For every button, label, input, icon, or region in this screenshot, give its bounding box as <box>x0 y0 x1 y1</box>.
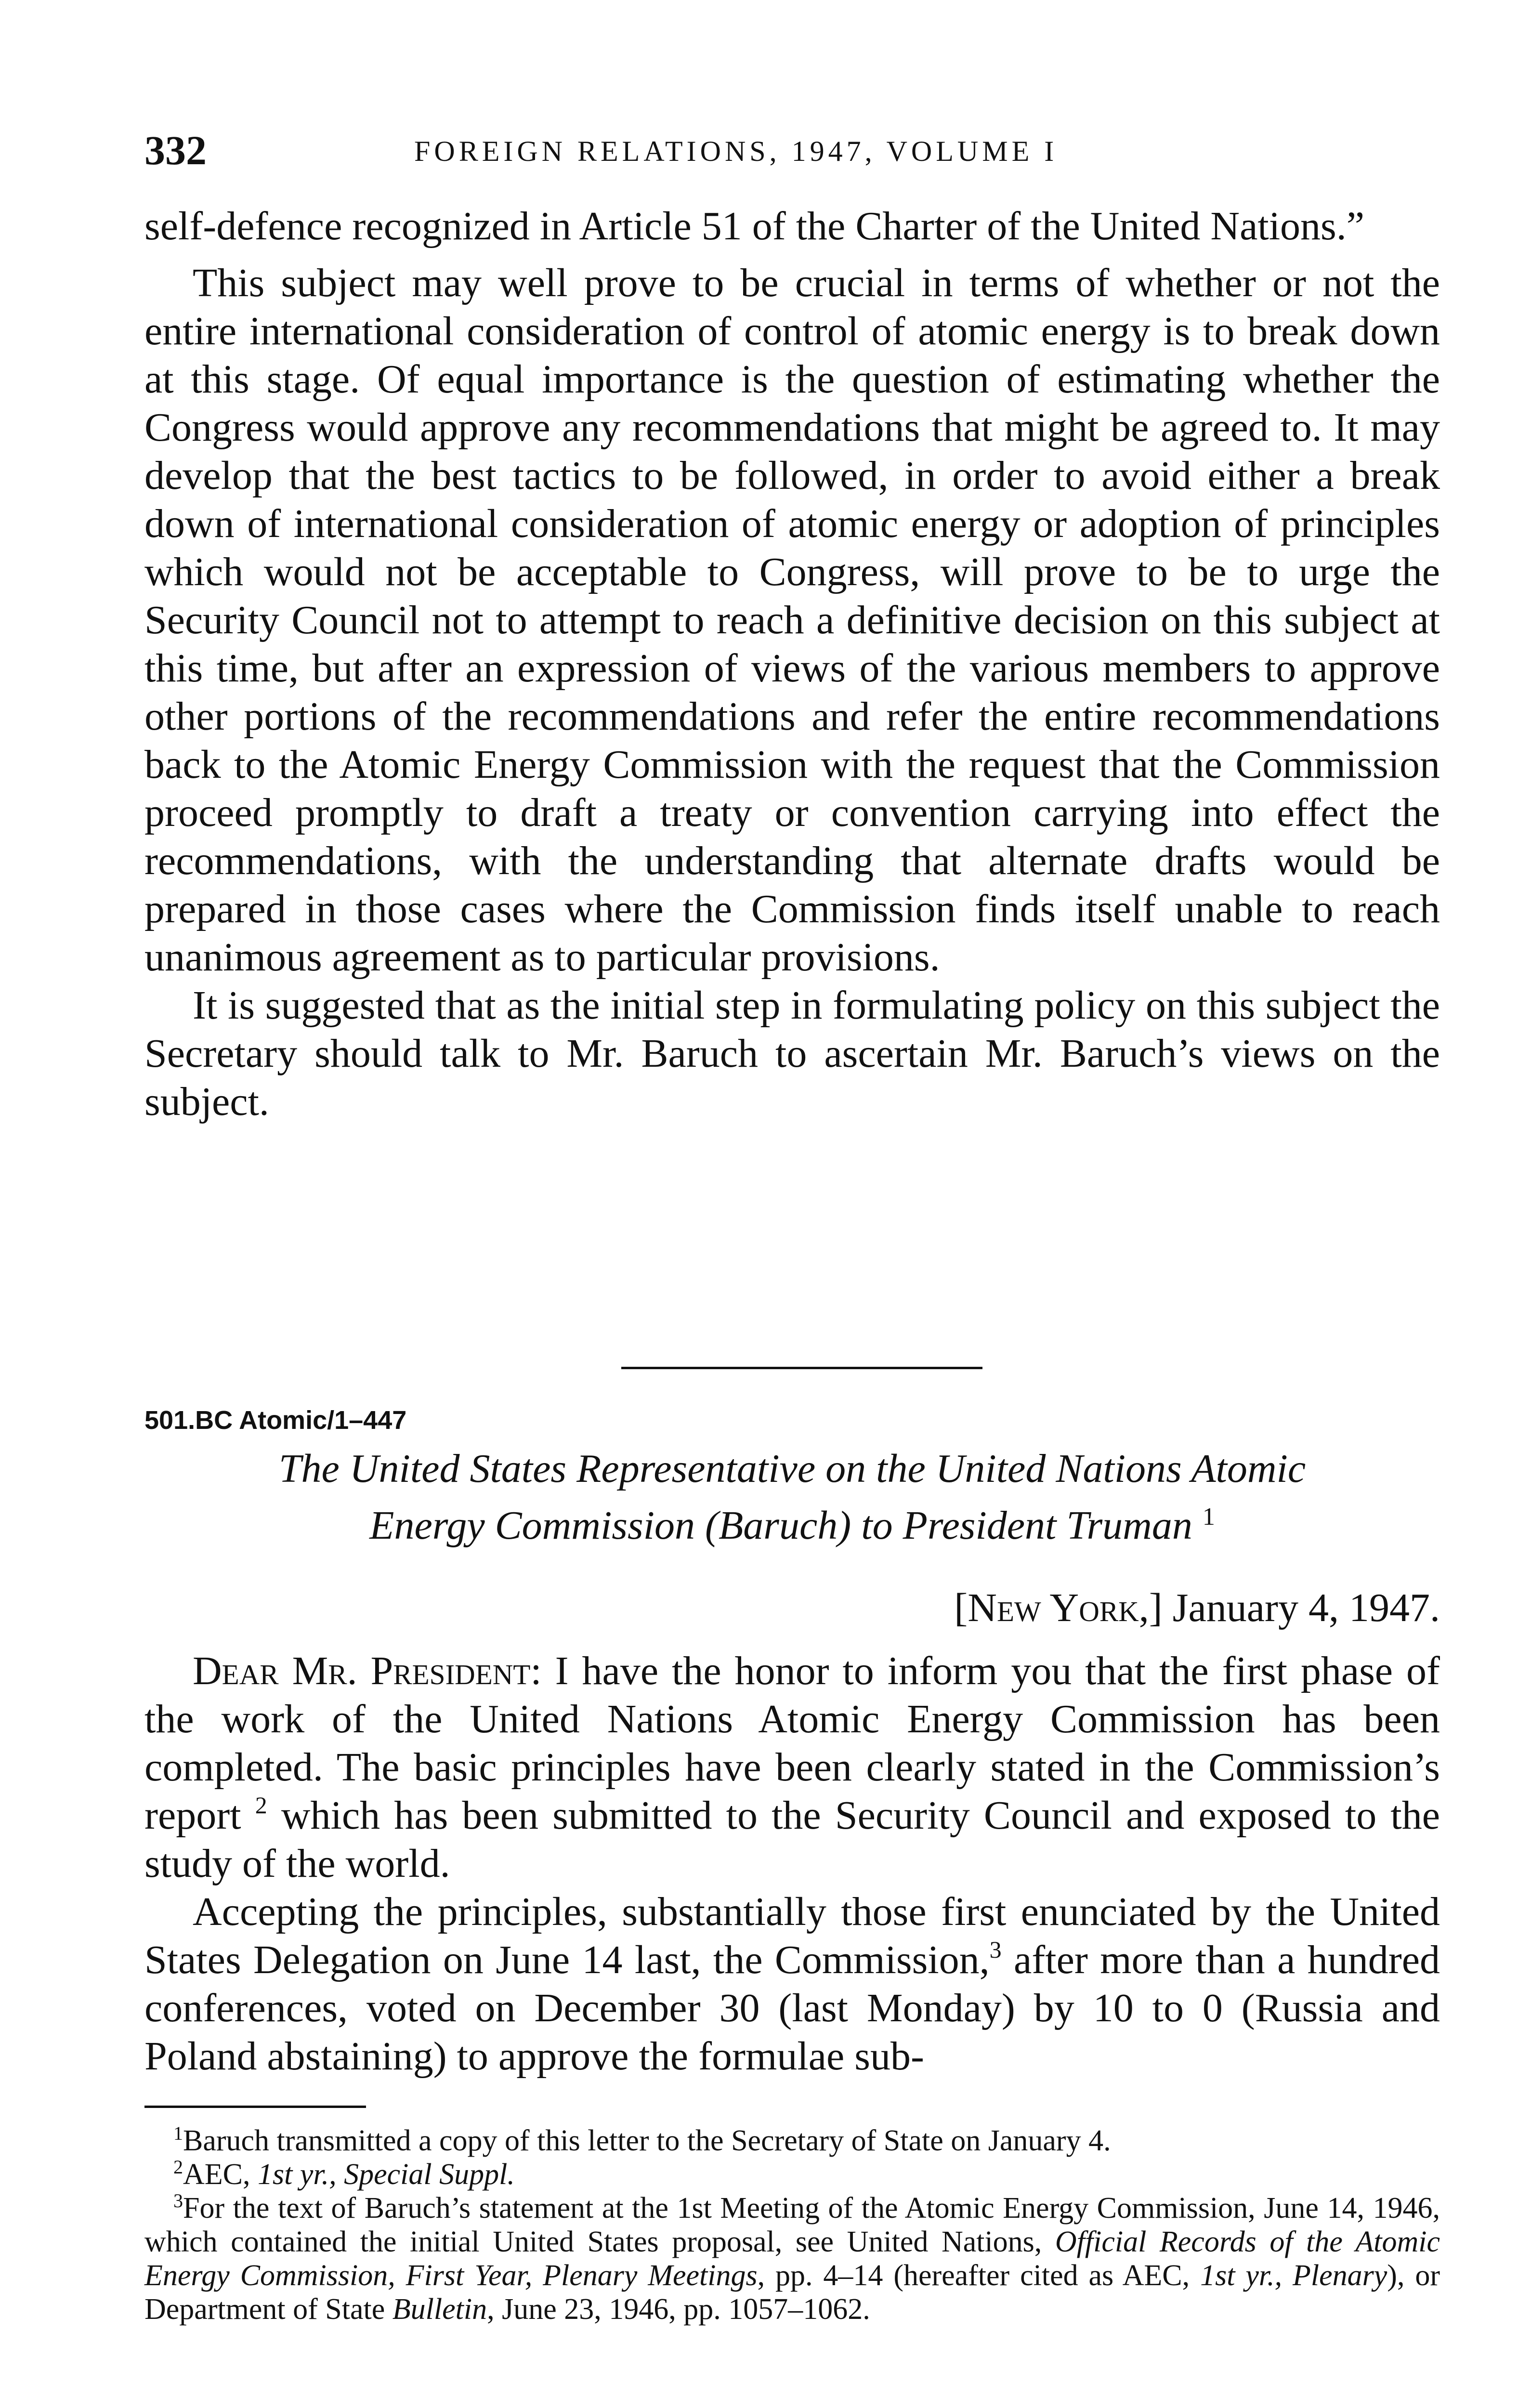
dateline <box>954 1584 1440 1631</box>
page-number: 332 <box>144 127 207 173</box>
footnote-divider <box>144 2106 366 2108</box>
paragraph-text: : I have the honor to inform you that the first phase of the work of the United Nations Atomic Energy Commission has been completed. The basic principles have been clearly stated in the Commission’s report <box>144 1649 1440 1838</box>
footnote-text: , pp. 4–14 (hereafter cited as AEC, <box>757 2259 1201 2292</box>
document-title-line <box>144 1493 1440 1550</box>
document-title <box>144 1445 1440 1550</box>
footnote <box>144 2191 1440 2326</box>
paragraph: This subject may well prove to be crucial in terms of whether or not the entire international consideration of control of atomic energy is to break down at this stage. Of equal importance is the question of estimating whether the Congress would approve any recommendations that might be agreed to. It may develop that the best tactics to be followed, in order to avoid either a break down of international consideration of atomic energy or adoption of principles which would not be acceptable to Congress, will prove to be to urge the Security Council not to attempt to reach a definitive decision on this subject at this time, but after an expression of views of the various members to approve other portions of the recommendations and refer the entire recommendations back to the Atomic Energy Commission with the request that the Commission proceed promptly to draft a treaty or convention carrying into effect the recommendations, with the understanding that alternate drafts would be prepared in those cases where the Commission finds itself unable to reach unanimous agreement as to particular provisions. <box>144 261 1440 980</box>
file-number: 501.BC Atomic/1–447 <box>144 1406 407 1435</box>
paragraph <box>144 1888 1440 2081</box>
footnote-text: ), or Department of State <box>144 2259 1440 2326</box>
footnote-ref: 2 <box>255 1792 267 1819</box>
footnote-citation: Bulletin <box>392 2293 487 2326</box>
dateline-place: New York, <box>968 1585 1149 1630</box>
footnote-ref: 1 <box>1202 1503 1215 1531</box>
document-title-line: The United States Representative on the United Nations Atomic <box>278 1446 1306 1491</box>
footnote <box>144 2158 1440 2191</box>
page-header <box>144 126 1440 179</box>
paragraph-text: which has been submitted to the Security Council and exposed to the study of the world. <box>144 1793 1440 1886</box>
footnote-ref: 3 <box>989 1936 1002 1963</box>
footnote-citation: Official Records of the Atomic Energy Commission, First Year, Plenary Meetings <box>144 2225 1440 2292</box>
footnote-citation: 1st yr., Plenary <box>1200 2259 1387 2292</box>
dateline-date: ] January 4, 1947. <box>1149 1585 1440 1630</box>
footnote <box>144 2124 1440 2158</box>
footnote-text: Baruch transmitted a copy of this letter to the Secretary of State on January 4. <box>183 2124 1111 2157</box>
footnotes <box>144 2124 1440 2326</box>
letter-body <box>144 1647 1440 2081</box>
paragraph-text: after more than a hundred conferences, voted on December 30 (last Monday) by 10 to 0 (Russia and Poland abstaining) to approve the formulae sub- <box>144 1937 1440 2079</box>
footnote-text: , June 23, 1946, pp. 1057–1062. <box>487 2293 870 2326</box>
paragraph: It is suggested that as the initial step in formulating policy on this subject the Secretary should talk to Mr. Baruch to ascertain Mr. Baruch’s views on the subject. <box>144 983 1440 1124</box>
paragraph-continued: self-defence recognized in Article 51 of the Charter of the United Nations.” <box>144 204 1365 249</box>
document-title-text: Energy Commission (Baruch) to President Truman <box>369 1503 1192 1548</box>
section-divider <box>621 1367 982 1369</box>
footnote-mark: 1 <box>173 2122 183 2144</box>
footnote-text: AEC, <box>183 2158 258 2191</box>
footnote-mark: 3 <box>173 2190 183 2212</box>
paragraph-text: Accepting the principles, substantially those first enunciated by the United States Delegation on June 14 last, the Commission, <box>144 1889 1440 1982</box>
dateline-bracket: [ <box>954 1585 968 1630</box>
footnote-text: For the text of Baruch’s statement at the 1st Meeting of the Atomic Energy Commission, June 14, 1946, which contained the initial United States proposal, see United Nations, <box>144 2192 1440 2258</box>
paragraph <box>144 1647 1440 1888</box>
footnote-mark: 2 <box>173 2156 183 2178</box>
salutation: Dear Mr. President <box>193 1649 531 1693</box>
memo-continuation <box>144 202 1440 1126</box>
footnote-citation: 1st yr., Special Suppl. <box>258 2158 515 2191</box>
running-title: FOREIGN RELATIONS, 1947, VOLUME I <box>414 135 1058 167</box>
